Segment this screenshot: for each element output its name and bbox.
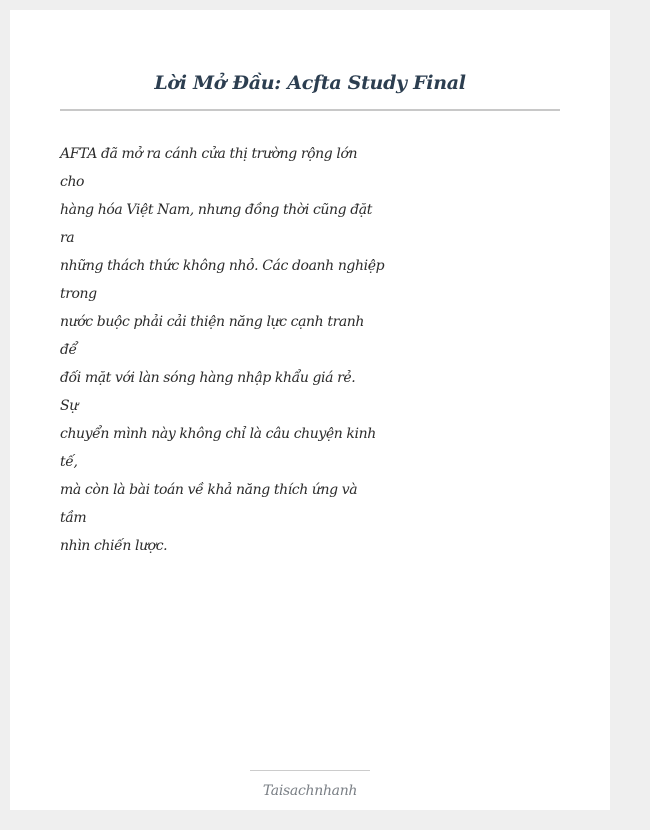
body-line: để — [60, 342, 77, 358]
document-page — [10, 10, 610, 810]
document-title: Lời Mở Đầu: Acfta Study Final — [154, 72, 466, 94]
body-line: cho — [60, 174, 85, 190]
body-text — [60, 140, 385, 560]
body-line: chuyển mình này không chỉ là câu chuyện kinh — [60, 426, 376, 442]
body-line: những thách thức không nhỏ. Các doanh nghiệp — [60, 258, 385, 274]
body-line: Sự — [60, 398, 78, 414]
body-line: trong — [60, 286, 97, 302]
body-line: nước buộc phải cải thiện năng lực cạnh tranh — [60, 314, 365, 330]
body-line: AFTA đã mở ra cánh cửa thị trường rộng lớn — [60, 146, 358, 162]
body-line: ra — [60, 230, 75, 246]
body-line: đối mặt với làn sóng hàng nhập khẩu giá rẻ. — [60, 370, 356, 386]
body-line: tầm — [60, 510, 87, 526]
body-line: nhìn chiến lược. — [60, 538, 168, 554]
footer-divider — [250, 770, 370, 771]
title-divider — [60, 109, 560, 111]
body-line: tế, — [60, 454, 78, 470]
body-line: mà còn là bài toán về khả năng thích ứng và — [60, 482, 358, 498]
body-line: hàng hóa Việt Nam, nhưng đồng thời cũng đặt — [60, 202, 372, 218]
footer-brand: Taisachnhanh — [262, 783, 358, 799]
